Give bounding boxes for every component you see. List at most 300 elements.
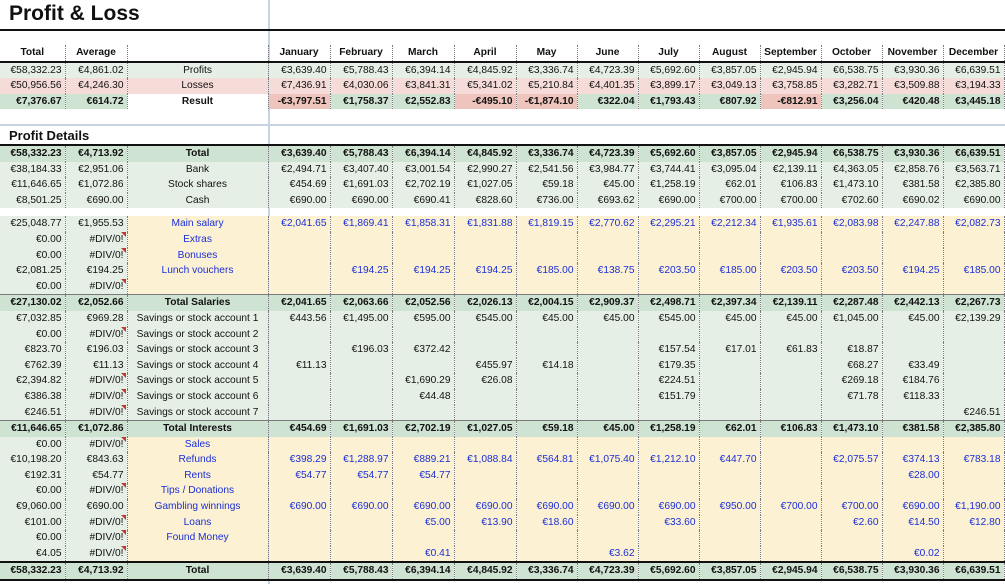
row-label: Profits [127, 62, 268, 79]
cell-may: €736.00 [516, 193, 577, 209]
cell-august [699, 327, 760, 343]
details-row [0, 421, 1004, 437]
cell-january [268, 405, 330, 421]
cell-march [392, 530, 454, 546]
details-row [0, 389, 1004, 405]
cell-july: €1,793.43 [638, 94, 699, 110]
header-average: Average [65, 45, 127, 62]
cell-may [516, 327, 577, 343]
row-total: €246.51 [0, 405, 65, 421]
header-month-april: April [454, 45, 516, 62]
cell-april [454, 232, 516, 248]
cell-september [760, 437, 821, 453]
row-label: Savings or stock account 3 [127, 342, 268, 358]
row-label: Savings or stock account 7 [127, 405, 268, 421]
cell-february: €1,869.41 [330, 216, 392, 232]
cell-january: €2,494.71 [268, 162, 330, 178]
summary-table [0, 45, 1005, 109]
cell-april: €828.60 [454, 193, 516, 209]
cell-july: €2,295.21 [638, 216, 699, 232]
cell-may [516, 389, 577, 405]
cell-november: €184.76 [882, 373, 943, 389]
cell-november [882, 279, 943, 295]
row-label: Sales [127, 437, 268, 453]
cell-august [699, 530, 760, 546]
cell-september: €2,945.94 [760, 145, 821, 162]
header-month-november: November [882, 45, 943, 62]
cell-january [268, 373, 330, 389]
cell-may: €2,541.56 [516, 162, 577, 178]
row-total: €0.00 [0, 530, 65, 546]
cell-september [760, 530, 821, 546]
cell-september [760, 483, 821, 499]
cell-april: €194.25 [454, 263, 516, 279]
cell-june [577, 483, 638, 499]
spacer-cell [330, 208, 392, 216]
cell-april [454, 437, 516, 453]
cell-january: €2,041.65 [268, 216, 330, 232]
cell-april: €455.97 [454, 358, 516, 374]
cell-june [577, 530, 638, 546]
row-label: Total [127, 562, 268, 580]
cell-may: €2,004.15 [516, 295, 577, 311]
cell-june: €4,401.35 [577, 78, 638, 94]
row-average: #DIV/0! [65, 373, 127, 389]
cell-november: €2,442.13 [882, 295, 943, 311]
cell-august [699, 358, 760, 374]
cell-may [516, 405, 577, 421]
cell-may: €59.18 [516, 421, 577, 437]
details-row [0, 499, 1004, 515]
header-month-september: September [760, 45, 821, 62]
cell-november [882, 327, 943, 343]
cell-may: €59.18 [516, 177, 577, 193]
row-label: Savings or stock account 5 [127, 373, 268, 389]
cell-january: €3,639.40 [268, 145, 330, 162]
cell-march: €0.41 [392, 546, 454, 563]
details-row [0, 562, 1004, 580]
row-total: €27,130.02 [0, 295, 65, 311]
cell-october: €1,473.10 [821, 177, 882, 193]
row-average: €969.28 [65, 311, 127, 327]
cell-july: €157.54 [638, 342, 699, 358]
cell-march [392, 437, 454, 453]
cell-march: €690.41 [392, 193, 454, 209]
cell-september [760, 327, 821, 343]
cell-may [516, 232, 577, 248]
cell-september [760, 389, 821, 405]
row-label: Loans [127, 515, 268, 531]
cell-june: €322.04 [577, 94, 638, 110]
details-row [0, 232, 1004, 248]
row-total: €8,501.25 [0, 193, 65, 209]
row-average: €614.72 [65, 94, 127, 110]
row-average: €2,052.66 [65, 295, 127, 311]
cell-july: €545.00 [638, 311, 699, 327]
cell-october: €6,538.75 [821, 145, 882, 162]
cell-february: €1,691.03 [330, 177, 392, 193]
cell-november: €690.00 [882, 499, 943, 515]
cell-march: €2,552.83 [392, 94, 454, 110]
cell-october [821, 437, 882, 453]
cell-march: €2,702.19 [392, 177, 454, 193]
cell-november: €3,930.36 [882, 562, 943, 580]
cell-december [943, 279, 1004, 295]
cell-january [268, 342, 330, 358]
cell-may [516, 530, 577, 546]
row-average: #DIV/0! [65, 405, 127, 421]
row-total: €192.31 [0, 468, 65, 484]
cell-march: €3,841.31 [392, 78, 454, 94]
row-average: #DIV/0! [65, 279, 127, 295]
cell-june [577, 342, 638, 358]
cell-october: €1,045.00 [821, 311, 882, 327]
row-average: €843.63 [65, 452, 127, 468]
details-row [0, 452, 1004, 468]
summary-header-row [0, 45, 1004, 62]
cell-september: €3,758.85 [760, 78, 821, 94]
cell-june: €2,770.62 [577, 216, 638, 232]
cell-june: €693.62 [577, 193, 638, 209]
cell-april: €2,990.27 [454, 162, 516, 178]
cell-march: €2,052.56 [392, 295, 454, 311]
cell-august [699, 373, 760, 389]
cell-june: €138.75 [577, 263, 638, 279]
cell-january [268, 248, 330, 264]
cell-april: -€495.10 [454, 94, 516, 110]
cell-october: €1,473.10 [821, 421, 882, 437]
cell-january: -€3,797.51 [268, 94, 330, 110]
cell-june [577, 279, 638, 295]
cell-february [330, 405, 392, 421]
cell-august: €62.01 [699, 177, 760, 193]
row-label: Rents [127, 468, 268, 484]
details-row [0, 177, 1004, 193]
cell-november: €33.49 [882, 358, 943, 374]
cell-july [638, 530, 699, 546]
cell-february: €196.03 [330, 342, 392, 358]
cell-february: €5,788.43 [330, 62, 392, 79]
cell-july [638, 232, 699, 248]
cell-october: €2,287.48 [821, 295, 882, 311]
details-row [0, 193, 1004, 209]
cell-june [577, 248, 638, 264]
cell-february: €4,030.06 [330, 78, 392, 94]
cell-january: €3,639.40 [268, 62, 330, 79]
cell-november: €194.25 [882, 263, 943, 279]
cell-june: €3,984.77 [577, 162, 638, 178]
cell-may [516, 279, 577, 295]
cell-june: €2,909.37 [577, 295, 638, 311]
cell-june [577, 232, 638, 248]
cell-march: €6,394.14 [392, 562, 454, 580]
cell-december: €6,639.51 [943, 62, 1004, 79]
cell-june: €45.00 [577, 177, 638, 193]
cell-march: €372.42 [392, 342, 454, 358]
details-row [0, 515, 1004, 531]
cell-november: €3,930.36 [882, 145, 943, 162]
section-divider [0, 124, 1005, 126]
cell-october: €6,538.75 [821, 62, 882, 79]
row-average: #DIV/0! [65, 483, 127, 499]
cell-august: €3,095.04 [699, 162, 760, 178]
cell-march [392, 232, 454, 248]
row-average: #DIV/0! [65, 248, 127, 264]
cell-march [392, 405, 454, 421]
cell-december: €185.00 [943, 263, 1004, 279]
row-label: Result [127, 94, 268, 110]
cell-december: €3,445.18 [943, 94, 1004, 110]
cell-january: €54.77 [268, 468, 330, 484]
cell-february: €690.00 [330, 499, 392, 515]
cell-december: €1,190.00 [943, 499, 1004, 515]
cell-february [330, 515, 392, 531]
cell-april: €4,845.92 [454, 562, 516, 580]
cell-january [268, 232, 330, 248]
spacer-cell [821, 208, 882, 216]
row-label: Bonuses [127, 248, 268, 264]
details-row [0, 530, 1004, 546]
cell-september: €203.50 [760, 263, 821, 279]
cell-march: €6,394.14 [392, 145, 454, 162]
cell-december [943, 468, 1004, 484]
cell-may: €1,819.15 [516, 216, 577, 232]
cell-march: €1,858.31 [392, 216, 454, 232]
cell-january: €690.00 [268, 193, 330, 209]
cell-july: €5,692.60 [638, 145, 699, 162]
row-label: Stock shares [127, 177, 268, 193]
cell-december: €6,639.51 [943, 145, 1004, 162]
cell-october [821, 530, 882, 546]
details-row [0, 263, 1004, 279]
cell-november: €118.33 [882, 389, 943, 405]
summary-row-result [0, 94, 1004, 110]
row-total: €762.39 [0, 358, 65, 374]
cell-february [330, 232, 392, 248]
cell-december: €2,082.73 [943, 216, 1004, 232]
spacer-cell [516, 208, 577, 216]
cell-december: €783.18 [943, 452, 1004, 468]
cell-november [882, 483, 943, 499]
details-row [0, 437, 1004, 453]
row-label: Main salary [127, 216, 268, 232]
cell-august: €3,857.05 [699, 562, 760, 580]
cell-august [699, 437, 760, 453]
cell-april [454, 405, 516, 421]
spacer-cell [127, 208, 268, 216]
cell-november [882, 248, 943, 264]
cell-june [577, 327, 638, 343]
cell-december: €3,563.71 [943, 162, 1004, 178]
cell-september: €2,945.94 [760, 562, 821, 580]
cell-march: €595.00 [392, 311, 454, 327]
spacer-row [0, 208, 1004, 216]
cell-august: €17.01 [699, 342, 760, 358]
page-title: Profit & Loss [9, 2, 140, 25]
cell-june [577, 405, 638, 421]
cell-october: €702.60 [821, 193, 882, 209]
cell-february [330, 279, 392, 295]
header-month-december: December [943, 45, 1004, 62]
cell-july: €690.00 [638, 499, 699, 515]
details-row [0, 405, 1004, 421]
cell-july [638, 437, 699, 453]
cell-november: €2,247.88 [882, 216, 943, 232]
cell-august [699, 248, 760, 264]
cell-august: €185.00 [699, 263, 760, 279]
row-total: €0.00 [0, 232, 65, 248]
cell-january: €7,436.91 [268, 78, 330, 94]
cell-june: €4,723.39 [577, 145, 638, 162]
cell-october [821, 232, 882, 248]
cell-july: €2,498.71 [638, 295, 699, 311]
cell-november: €14.50 [882, 515, 943, 531]
cell-september: €45.00 [760, 311, 821, 327]
cell-february [330, 327, 392, 343]
row-average: #DIV/0! [65, 515, 127, 531]
section-title-profit-details: Profit Details [9, 128, 90, 143]
cell-february: €194.25 [330, 263, 392, 279]
cell-march: €5.00 [392, 515, 454, 531]
cell-march: €889.21 [392, 452, 454, 468]
cell-april: €1,027.05 [454, 177, 516, 193]
cell-september [760, 546, 821, 563]
cell-april: €1,027.05 [454, 421, 516, 437]
cell-june: €45.00 [577, 311, 638, 327]
cell-september [760, 515, 821, 531]
cell-february: €1,758.37 [330, 94, 392, 110]
spacer-cell [577, 208, 638, 216]
row-total: €386.38 [0, 389, 65, 405]
cell-september: €700.00 [760, 193, 821, 209]
spacer-cell [882, 208, 943, 216]
row-total: €823.70 [0, 342, 65, 358]
row-average: #DIV/0! [65, 437, 127, 453]
details-row [0, 162, 1004, 178]
cell-october: €4,363.05 [821, 162, 882, 178]
cell-january [268, 546, 330, 563]
details-row [0, 546, 1004, 563]
cell-july [638, 546, 699, 563]
cell-december [943, 232, 1004, 248]
cell-february: €3,407.40 [330, 162, 392, 178]
cell-november: €3,509.88 [882, 78, 943, 94]
details-row [0, 248, 1004, 264]
cell-april: €5,341.02 [454, 78, 516, 94]
cell-november [882, 437, 943, 453]
row-total: €101.00 [0, 515, 65, 531]
header-month-march: March [392, 45, 454, 62]
cell-october [821, 468, 882, 484]
cell-march: €44.48 [392, 389, 454, 405]
cell-february [330, 546, 392, 563]
row-average: €1,072.86 [65, 177, 127, 193]
row-total: €58,332.23 [0, 62, 65, 79]
header-month-october: October [821, 45, 882, 62]
spacer-cell [0, 208, 65, 216]
row-total: €58,332.23 [0, 145, 65, 162]
cell-april: €26.08 [454, 373, 516, 389]
cell-june [577, 389, 638, 405]
cell-january: €11.13 [268, 358, 330, 374]
row-average: €4,861.02 [65, 62, 127, 79]
cell-may [516, 468, 577, 484]
cell-july [638, 279, 699, 295]
cell-september: €2,945.94 [760, 62, 821, 79]
cell-january: €454.69 [268, 177, 330, 193]
spacer-cell [638, 208, 699, 216]
cell-december [943, 358, 1004, 374]
cell-august: €700.00 [699, 193, 760, 209]
cell-july: €203.50 [638, 263, 699, 279]
cell-november: €0.02 [882, 546, 943, 563]
cell-july: €5,692.60 [638, 562, 699, 580]
row-total: €25,048.77 [0, 216, 65, 232]
cell-october: €2.60 [821, 515, 882, 531]
cell-october: €71.78 [821, 389, 882, 405]
cell-january [268, 515, 330, 531]
cell-october: €6,538.75 [821, 562, 882, 580]
cell-december [943, 483, 1004, 499]
cell-december: €3,194.33 [943, 78, 1004, 94]
row-total: €0.00 [0, 327, 65, 343]
cell-march [392, 248, 454, 264]
cell-december: €2,139.29 [943, 311, 1004, 327]
row-average: #DIV/0! [65, 327, 127, 343]
cell-may: €3,336.74 [516, 145, 577, 162]
spacer-cell [392, 208, 454, 216]
cell-june: €690.00 [577, 499, 638, 515]
cell-october [821, 405, 882, 421]
cell-january: €3,639.40 [268, 562, 330, 580]
cell-september: €1,935.61 [760, 216, 821, 232]
cell-january: €454.69 [268, 421, 330, 437]
spacer-cell [454, 208, 516, 216]
cell-august: €950.00 [699, 499, 760, 515]
cell-january [268, 327, 330, 343]
cell-april: €4,845.92 [454, 62, 516, 79]
cell-august: €3,049.13 [699, 78, 760, 94]
row-average: €11.13 [65, 358, 127, 374]
cell-february: €2,063.66 [330, 295, 392, 311]
cell-november [882, 530, 943, 546]
cell-august [699, 389, 760, 405]
cell-may: €3,336.74 [516, 62, 577, 79]
cell-september: €2,139.11 [760, 295, 821, 311]
details-row [0, 327, 1004, 343]
cell-september: €106.83 [760, 177, 821, 193]
cell-december [943, 327, 1004, 343]
row-label: Savings or stock account 2 [127, 327, 268, 343]
row-total: €2,394.82 [0, 373, 65, 389]
row-average: #DIV/0! [65, 546, 127, 563]
cell-march: €690.00 [392, 499, 454, 515]
header-month-august: August [699, 45, 760, 62]
cell-august: €62.01 [699, 421, 760, 437]
header-month-may: May [516, 45, 577, 62]
cell-april [454, 468, 516, 484]
row-average: €54.77 [65, 468, 127, 484]
cell-february: €5,788.43 [330, 145, 392, 162]
cell-may: €5,210.84 [516, 78, 577, 94]
cell-may [516, 373, 577, 389]
cell-april: €2,026.13 [454, 295, 516, 311]
row-total: €0.00 [0, 279, 65, 295]
cell-december [943, 437, 1004, 453]
cell-august [699, 232, 760, 248]
cell-april: €545.00 [454, 311, 516, 327]
cell-october [821, 279, 882, 295]
